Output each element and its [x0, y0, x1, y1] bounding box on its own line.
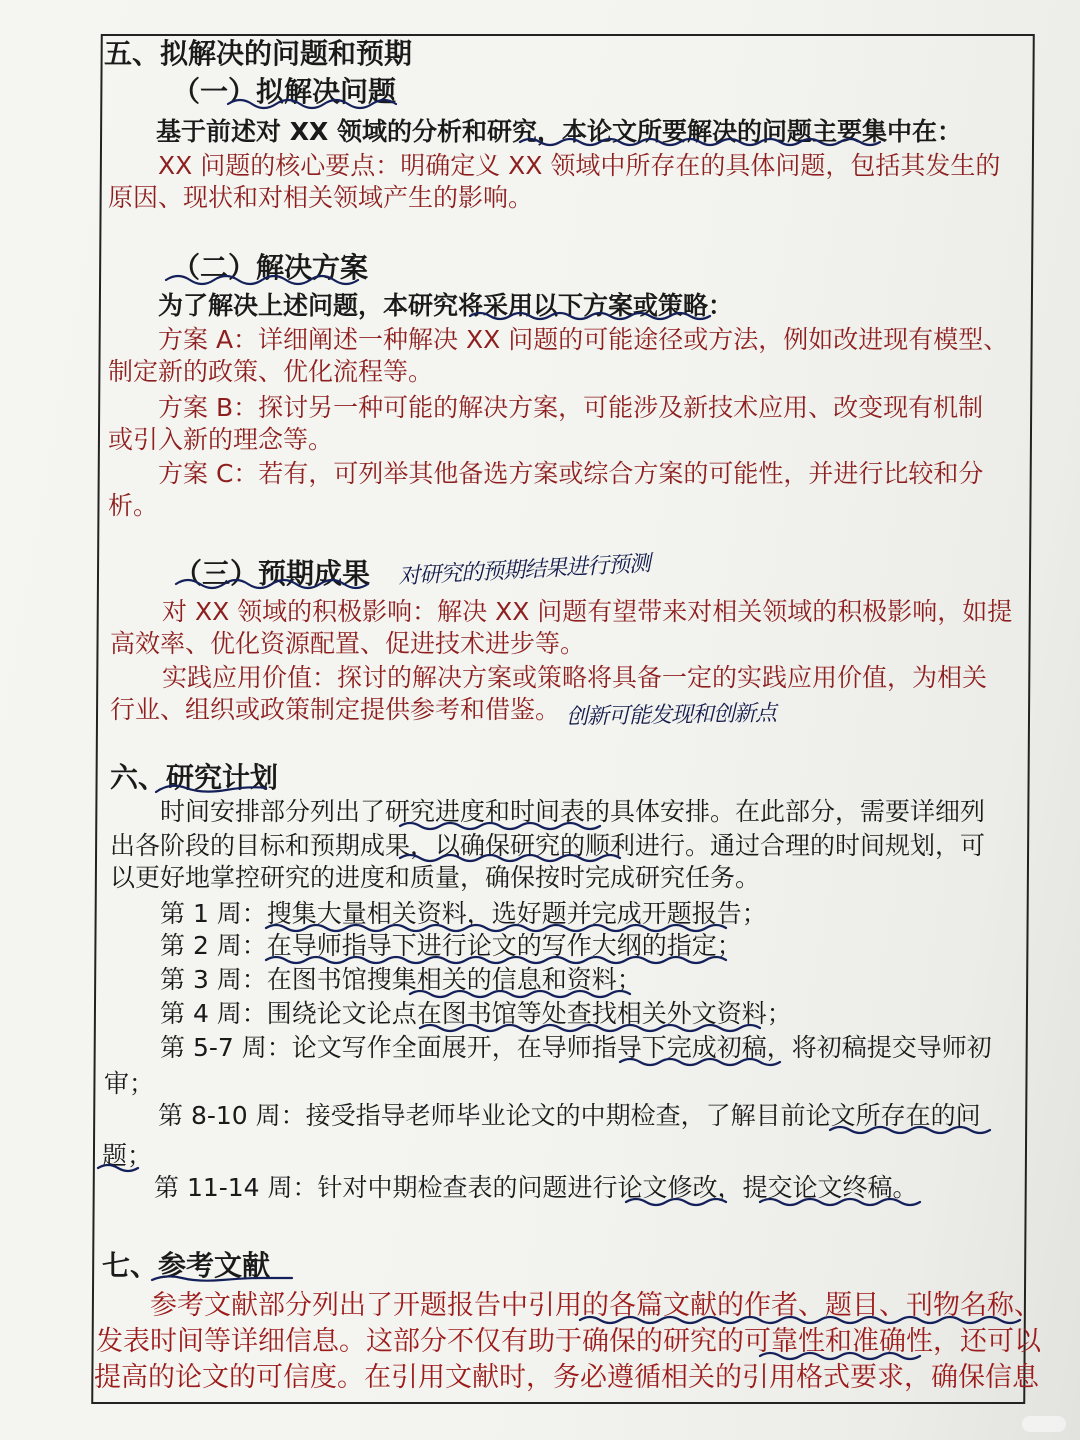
week-item-5-cont: 审；: [104, 1069, 155, 1098]
week-item-3: 第 3 周：在图书馆搜集相关的信息和资料；: [160, 965, 642, 994]
sub3-line-2: 高效率、优化资源配置、促进技术进步等。: [110, 629, 586, 658]
sub2-line-6: 析。: [108, 491, 159, 520]
section-5-title: 五、拟解决的问题和预期: [104, 37, 413, 70]
sub2-line-3: 方案 B：探讨另一种可能的解决方案，可能涉及新技术应用、改变现有机制: [158, 393, 984, 422]
plan-intro-3: 以更好地掌控研究的进度和质量，确保按时完成研究任务。: [110, 863, 761, 892]
sub3-title: （三）预期成果: [174, 557, 371, 590]
plan-intro-2: 出各阶段的目标和预期成果，以确保研究的顺利进行。通过合理的时间规划，可: [110, 831, 986, 860]
handwritten-note-prediction: 对研究的预期结果进行预测: [397, 551, 651, 590]
handwritten-note-innovation: 创新可能发现和创新点: [565, 701, 777, 730]
sub1-line-2: 原因、现状和对相关领域产生的影响。: [108, 183, 534, 212]
sub1-intro: 基于前述对 XX 领域的分析和研究，本论文所要解决的问题主要集中在：: [156, 117, 962, 146]
week-item-6-cont: 题；: [102, 1141, 153, 1170]
section-7-title: 七、参考文献: [102, 1249, 271, 1282]
week-item-6: 第 8-10 周：接受指导老师毕业论文的中期检查，了解目前论文所存在的问: [158, 1101, 981, 1130]
ref-line-2: 发表时间等详细信息。这部分不仅有助于确保的研究的可靠性和准确性，还可以: [96, 1326, 1041, 1357]
week-item-4: 第 4 周：围绕论文论点在图书馆等处查找相关外文资料；: [160, 999, 792, 1028]
ref-line-1: 参考文献部分列出了开题报告中引用的各篇文献的作者、题目、刊物名称、: [150, 1290, 1041, 1321]
sub3-line-1: 对 XX 领域的积极影响：解决 XX 问题有望带来对相关领域的积极影响，如提: [162, 597, 1013, 626]
sub2-intro: 为了解决上述问题，本研究将采用以下方案或策略：: [158, 291, 734, 320]
sub2-line-2: 制定新的政策、优化流程等。: [108, 357, 434, 386]
watermark-badge: [1022, 1416, 1066, 1432]
sub2-line-5: 方案 C：若有，可列举其他备选方案或综合方案的可能性，并进行比较和分: [158, 459, 984, 488]
week-item-5: 第 5-7 周：论文写作全面展开，在导师指导下完成初稿，将初稿提交导师初: [160, 1033, 992, 1062]
sub3-line-3: 实践应用价值：探讨的解决方案或策略将具备一定的实践应用价值，为相关: [162, 663, 988, 692]
sub3-line-4: 行业、组织或政策制定提供参考和借鉴。: [110, 695, 561, 724]
sub1-title: （一）拟解决问题: [172, 75, 397, 108]
week-item-7: 第 11-14 周：针对中期检查表的问题进行论文修改，提交论文终稿。: [154, 1173, 918, 1202]
ref-line-3: 提高的论文的可信度。在引用文献时，务必遵循相关的引用格式要求，确保信息: [94, 1362, 1039, 1393]
sub2-title: （二）解决方案: [172, 251, 369, 284]
sub2-line-1: 方案 A：详细阐述一种解决 XX 问题的可能途径或方法，例如改进现有模型、: [158, 325, 1009, 354]
sub1-line-1: XX 问题的核心要点：明确定义 XX 领域中所存在的具体问题，包括其发生的: [158, 151, 1001, 180]
sub2-line-4: 或引入新的理念等。: [108, 425, 334, 454]
section-6-title: 六、研究计划: [110, 761, 279, 794]
week-item-2: 第 2 周：在导师指导下进行论文的写作大纲的指定；: [160, 931, 742, 960]
plan-intro-1: 时间安排部分列出了研究进度和时间表的具体安排。在此部分，需要详细列: [160, 797, 986, 826]
week-item-1: 第 1 周：搜集大量相关资料，选好题并完成开题报告；: [160, 899, 767, 928]
